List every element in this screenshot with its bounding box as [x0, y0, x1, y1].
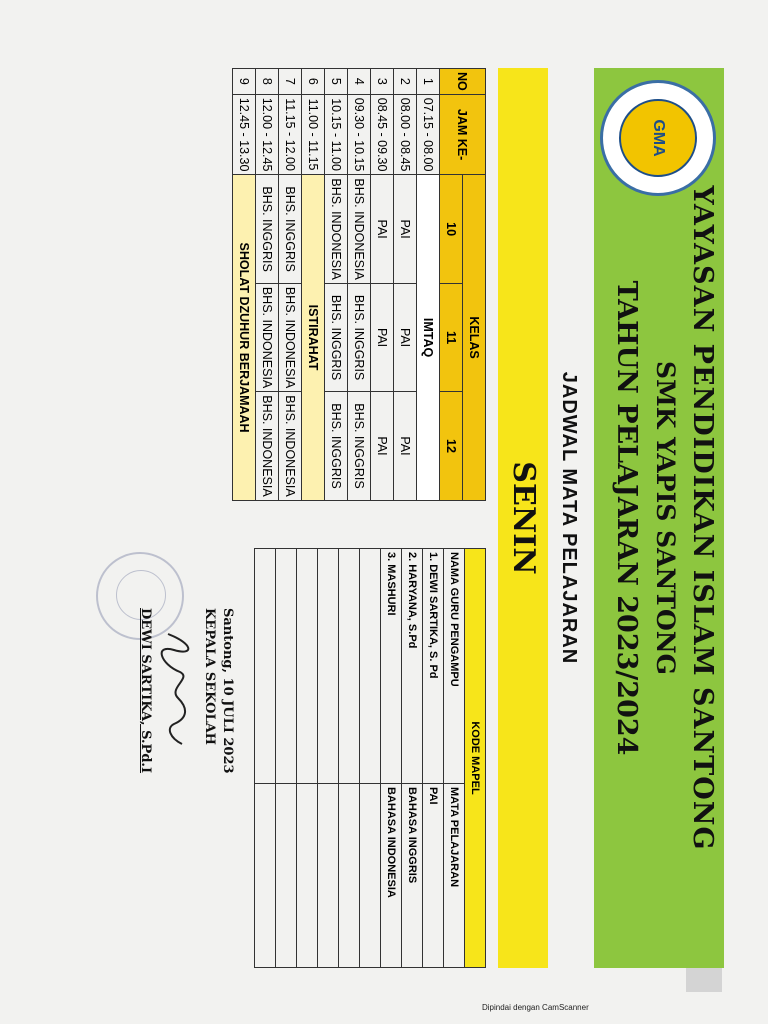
- table-row: [423, 549, 444, 968]
- sign-place-date: Santong, 10 JULI 2023: [220, 608, 235, 774]
- table-row: [256, 69, 279, 501]
- empty-cell: [255, 784, 276, 968]
- page-title: JADWAL MATA PELAJARAN: [558, 371, 580, 665]
- empty-cell: [339, 784, 360, 968]
- row-jam: 10.15 - 11.00: [325, 94, 348, 175]
- row-no: 6: [302, 69, 325, 95]
- row-no: 8: [256, 69, 279, 95]
- teacher-subject: PAI: [423, 784, 444, 968]
- row-no: 3: [371, 69, 394, 95]
- scanner-watermark: Dipindai dengan CamScanner: [482, 1003, 589, 1012]
- academic-year: TAHUN PELAJARAN 2023/2024: [611, 280, 642, 756]
- table-row: [417, 69, 440, 501]
- header-kelas-10: 10: [440, 175, 463, 283]
- teacher-table-title: KODE MAPEL: [465, 549, 486, 968]
- row-activity: IMTAQ: [417, 175, 440, 500]
- row-jam: 11.00 - 11.15: [302, 94, 325, 175]
- empty-cell: [297, 784, 318, 968]
- row-jam: 09.30 - 10.15: [348, 94, 371, 175]
- cell-kelas-11: BHS. INGGRIS: [348, 283, 371, 391]
- cell-kelas-11: PAI: [371, 283, 394, 391]
- row-jam: 08.00 - 08.45: [394, 94, 417, 175]
- cell-kelas-12: BHS. INGGRIS: [348, 392, 371, 500]
- table-row: [381, 549, 402, 968]
- row-no: 1: [417, 69, 440, 95]
- table-row: [297, 549, 318, 968]
- empty-cell: [360, 784, 381, 968]
- row-no: 9: [233, 69, 256, 95]
- cell-kelas-11: BHS. INGGRIS: [325, 283, 348, 391]
- header-mata-pelajaran: MATA PELAJARAN: [444, 784, 465, 968]
- row-jam: 11.15 - 12.00: [279, 94, 302, 175]
- cell-kelas-11: BHS. INDONESIA: [256, 283, 279, 391]
- empty-cell: [318, 784, 339, 968]
- table-row: [325, 69, 348, 501]
- foundation-name: YAYASAN PENDIDIKAN ISLAM SANTONG: [687, 185, 718, 851]
- teacher-name: 1. DEWI SARTIKA, S. Pd: [423, 549, 444, 784]
- cell-kelas-10: BHS. INGGRIS: [279, 175, 302, 283]
- cell-kelas-12: PAI: [394, 392, 417, 500]
- table-row: [233, 69, 256, 501]
- sign-name: DEWI SARTIKA, S.Pd.I: [138, 608, 153, 774]
- empty-cell: [339, 549, 360, 784]
- school-name: SMK YAPIS SANTONG: [651, 361, 680, 675]
- logo-emblem: GMA: [619, 99, 697, 177]
- table-row: [360, 549, 381, 968]
- table-row: [279, 69, 302, 501]
- teacher-name: 3. MASHURI: [381, 549, 402, 784]
- cell-kelas-10: PAI: [371, 175, 394, 283]
- cell-kelas-10: BHS. INDONESIA: [348, 175, 371, 283]
- empty-cell: [255, 549, 276, 784]
- cell-kelas-12: BHS. INDONESIA: [256, 392, 279, 500]
- empty-cell: [360, 549, 381, 784]
- day-banner: SENIN: [498, 68, 548, 968]
- table-row: [371, 69, 394, 501]
- sign-position: KEPALA SEKOLAH: [202, 608, 217, 745]
- header-jam: JAM KE-: [440, 94, 486, 175]
- cell-kelas-12: BHS. INGGRIS: [325, 392, 348, 500]
- row-jam: 07.15 - 08.00: [417, 94, 440, 175]
- row-jam: 08.45 - 09.30: [371, 94, 394, 175]
- table-row: [318, 549, 339, 968]
- cell-kelas-10: PAI: [394, 175, 417, 283]
- cell-kelas-12: PAI: [371, 392, 394, 500]
- table-row: [394, 69, 417, 501]
- schedule-table: [232, 68, 486, 501]
- cell-kelas-10: BHS. INGGRIS: [256, 175, 279, 283]
- table-row: [339, 549, 360, 968]
- signature-icon: [156, 628, 198, 748]
- empty-cell: [318, 549, 339, 784]
- cell-kelas-12: BHS. INDONESIA: [279, 392, 302, 500]
- signature-block: [136, 608, 236, 848]
- schedule-document: [0, 68, 724, 898]
- school-header: [594, 68, 724, 968]
- header-kelas: KELAS: [463, 175, 486, 500]
- table-row: [402, 549, 423, 968]
- row-no: 7: [279, 69, 302, 95]
- header-no: NO: [440, 69, 486, 95]
- table-row: [276, 549, 297, 968]
- row-jam: 12.00 - 12.45: [256, 94, 279, 175]
- cell-kelas-11: BHS. INDONESIA: [279, 283, 302, 391]
- header-kelas-11: 11: [440, 283, 463, 391]
- row-activity: ISTIRAHAT: [302, 175, 325, 500]
- header-nama-guru: NAMA GURU PENGAMPU: [444, 549, 465, 784]
- teacher-subject: BAHASA INGGRIS: [402, 784, 423, 968]
- teacher-table: [254, 548, 486, 968]
- empty-cell: [297, 549, 318, 784]
- row-no: 2: [394, 69, 417, 95]
- empty-cell: [276, 549, 297, 784]
- row-activity: SHOLAT DZUHUR BERJAMAAH: [233, 175, 256, 500]
- row-no: 4: [348, 69, 371, 95]
- cell-kelas-11: PAI: [394, 283, 417, 391]
- row-jam: 12.45 - 13.30: [233, 94, 256, 175]
- teacher-name: 2. HARYANA, S.Pd: [402, 549, 423, 784]
- cell-kelas-10: BHS. INDONESIA: [325, 175, 348, 283]
- table-row: [255, 549, 276, 968]
- empty-cell: [276, 784, 297, 968]
- header-kelas-12: 12: [440, 392, 463, 500]
- table-row: [348, 69, 371, 501]
- table-row: [302, 69, 325, 501]
- row-no: 5: [325, 69, 348, 95]
- teacher-subject: BAHASA INDONESIA: [381, 784, 402, 968]
